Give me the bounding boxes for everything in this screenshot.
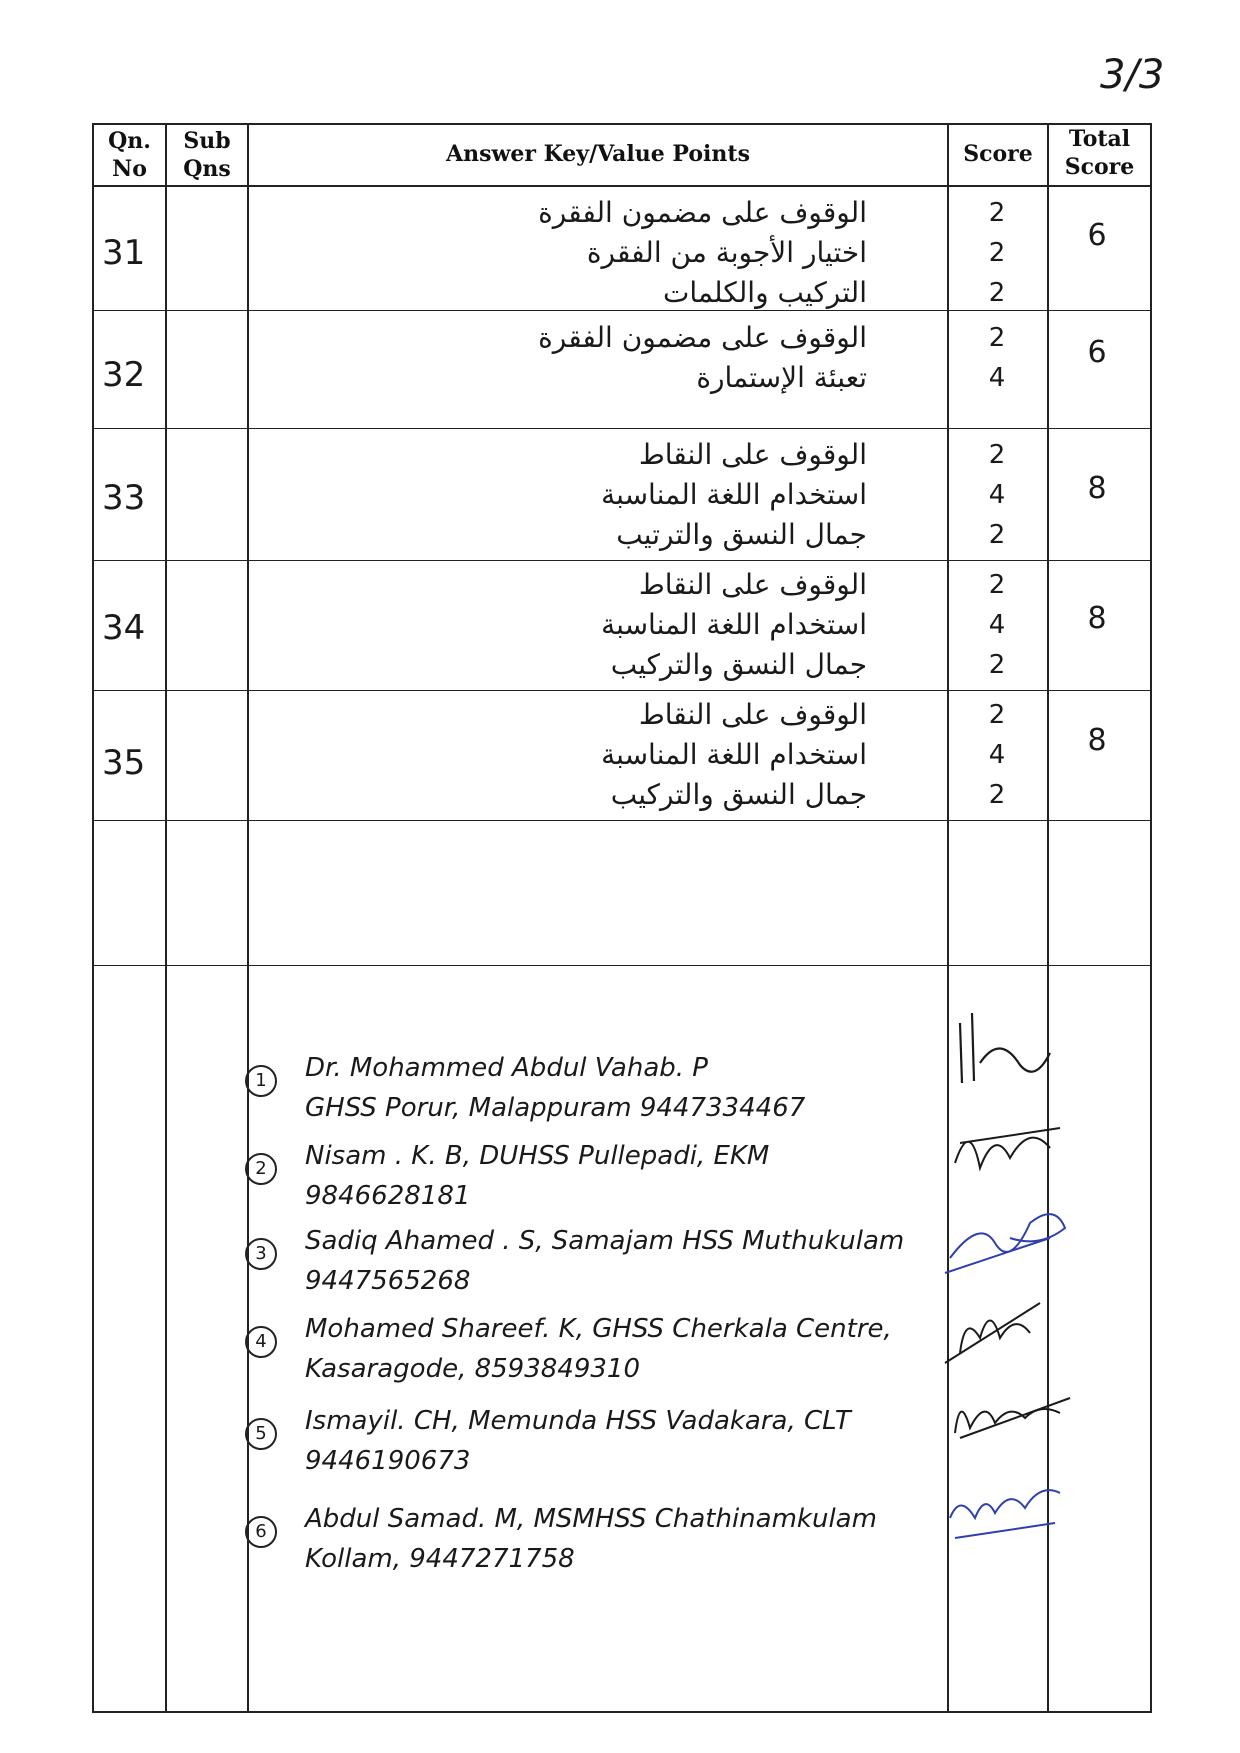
total-score: 8 (1087, 471, 1107, 506)
total-score: 6 (1087, 335, 1107, 370)
answer-point: جمال النسق والتركيب (610, 778, 867, 811)
answer-point: جمال النسق والتركيب (610, 648, 867, 681)
header-qn-no-line2: No (112, 156, 147, 182)
answer-points (267, 318, 867, 398)
answer-points (267, 193, 867, 313)
scores (967, 435, 1027, 555)
score-value: 2 (988, 198, 1006, 228)
row-divider (92, 965, 1152, 966)
score-value: 4 (988, 740, 1006, 770)
row-divider (92, 690, 1152, 691)
answer-point: الوقوف على مضمون الفقرة (538, 321, 867, 354)
scores (967, 193, 1027, 313)
total-score: 8 (1087, 723, 1107, 758)
header-sub-line2: Qns (183, 156, 231, 182)
score-value: 2 (988, 520, 1006, 550)
header-qn-no-line1: Qn. (108, 128, 151, 154)
table-border-top (92, 123, 1152, 125)
member-name: Dr. Mohammed Abdul Vahab. P (305, 1053, 708, 1083)
scores (967, 565, 1027, 685)
header-total-line2: Score (1064, 154, 1135, 180)
score-value: 2 (988, 323, 1006, 353)
member-name: Mohamed Shareef. K, GHSS Cherkala Centre, (305, 1314, 892, 1344)
member-details: Kollam, 9447271758 (305, 1544, 575, 1574)
answer-points (267, 435, 867, 555)
member-details: GHSS Porur, Malappuram 9447334467 (305, 1093, 806, 1123)
score-value: 4 (988, 610, 1006, 640)
table-border-left (92, 123, 94, 1713)
answer-point: استخدام اللغة المناسبة (601, 478, 867, 511)
signature-2 (940, 1108, 1080, 1198)
member-details: Kasaragode, 8593849310 (305, 1354, 641, 1384)
member-number: 1 (245, 1065, 277, 1097)
col-divider-answer (247, 123, 249, 1713)
answer-point: تعبئة الإستمارة (696, 361, 867, 394)
question-number: 35 (102, 743, 146, 783)
header-divider (92, 185, 1152, 187)
answer-point: اختيار الأجوبة من الفقرة (586, 236, 867, 269)
member-name: Nisam . K. B, DUHSS Pullepadi, EKM (305, 1141, 770, 1171)
answer-point: استخدام اللغة المناسبة (601, 608, 867, 641)
answer-key-table (92, 123, 1152, 1713)
total-score: 8 (1087, 601, 1107, 636)
score-value: 2 (988, 278, 1006, 308)
signature-6 (940, 1463, 1080, 1553)
row-divider (92, 428, 1152, 429)
score-value: 4 (988, 363, 1006, 393)
signature-3 (940, 1198, 1080, 1288)
signature-4 (940, 1283, 1080, 1373)
header-total-score (1049, 125, 1150, 181)
member-number: 5 (245, 1418, 277, 1450)
answer-point: الوقوف على النقاط (638, 568, 867, 601)
answer-points (267, 565, 867, 685)
question-number: 31 (102, 233, 146, 273)
answer-point: الوقوف على النقاط (638, 698, 867, 731)
signature-1 (940, 1003, 1080, 1093)
answer-point: استخدام اللغة المناسبة (601, 738, 867, 771)
question-number: 33 (102, 478, 146, 518)
scores (967, 695, 1027, 815)
header-score: Score (963, 141, 1033, 167)
member-number: 4 (245, 1326, 277, 1358)
member-number: 3 (245, 1238, 277, 1270)
row-divider (92, 820, 1152, 821)
header-sub-qns (167, 127, 247, 183)
answer-point: جمال النسق والترتيب (616, 518, 867, 551)
member-number: 6 (245, 1516, 277, 1548)
table-border-right (1150, 123, 1152, 1713)
score-value: 2 (988, 780, 1006, 810)
table-border-bottom (92, 1711, 1152, 1713)
member-details: 9447565268 (305, 1266, 471, 1296)
header-sub-line1: Sub (183, 128, 231, 154)
score-value: 2 (988, 238, 1006, 268)
member-name: Sadiq Ahamed . S, Samajam HSS Muthukulam (305, 1226, 905, 1256)
score-value: 4 (988, 480, 1006, 510)
answer-point: التركيب والكلمات (662, 276, 867, 309)
member-name: Ismayil. CH, Memunda HSS Vadakara, CLT (305, 1406, 851, 1436)
header-qn-no (94, 127, 165, 183)
answer-points (267, 695, 867, 815)
question-number: 34 (102, 608, 146, 648)
question-number: 32 (102, 355, 146, 395)
col-divider-sub (165, 123, 167, 1713)
member-name: Abdul Samad. M, MSMHSS Chathinamkulam (305, 1504, 877, 1534)
scores (967, 318, 1027, 398)
member-number: 2 (245, 1153, 277, 1185)
score-value: 2 (988, 440, 1006, 470)
member-details: 9446190673 (305, 1446, 471, 1476)
page-number: 3/3 (1100, 52, 1165, 98)
answer-point: الوقوف على مضمون الفقرة (538, 196, 867, 229)
signature-5 (940, 1373, 1080, 1463)
score-value: 2 (988, 650, 1006, 680)
score-value: 2 (988, 570, 1006, 600)
answer-point: الوقوف على النقاط (638, 438, 867, 471)
header-answer-key: Answer Key/Value Points (446, 141, 750, 167)
score-value: 2 (988, 700, 1006, 730)
header-total-line1: Total (1068, 126, 1131, 152)
member-details: 9846628181 (305, 1181, 471, 1211)
row-divider (92, 560, 1152, 561)
total-score: 6 (1087, 218, 1107, 253)
